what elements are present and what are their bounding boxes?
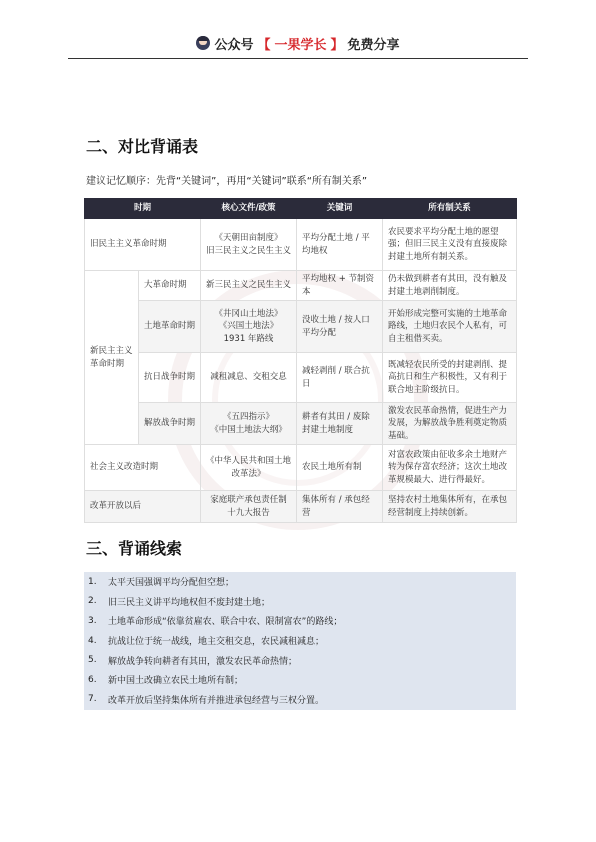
list-item: 6. 新中国土改确立农民土地所有制； (88, 674, 244, 687)
keyword-cell: 集体所有 / 承包经营 (297, 491, 383, 523)
relation-cell: 仍未做到耕者有其田，没有触及封建土地剥削制度。 (383, 271, 517, 301)
recitation-clues-box (84, 572, 516, 710)
table-row (85, 271, 517, 301)
relation-cell: 激发农民革命热情，促进生产力发展，为解放战争胜利奠定物质基础。 (383, 403, 517, 445)
list-item: 5. 解放战争转向耕者有其田，激发农民革命热情； (88, 655, 298, 667)
sub-period-cell: 抗日战争时期 (139, 353, 201, 403)
period-cell: 改革开放以后 (85, 491, 201, 523)
relation-cell: 既减轻农民所受的封建剥削、提高抗日和生产积极性，又有利于联合地主阶级抗日。 (383, 353, 517, 403)
keyword-cell: 耕者有其田 / 废除封建土地制度 (297, 403, 383, 445)
header-docs: 核心文件/政策 (201, 199, 297, 219)
list-item: 4. 抗战让位于统一战线，地主交租交息，农民减租减息； (88, 635, 325, 648)
period-cell: 旧民主主义革命时期 (85, 219, 201, 271)
table-row (85, 403, 517, 445)
sub-period-cell: 土地革命时期 (139, 301, 201, 353)
docs-cell: 《五四指示》 《中国土地法大纲》 (201, 403, 297, 445)
sub-period-cell: 大革命时期 (139, 271, 201, 301)
table-row (85, 353, 517, 403)
relation-cell: 对富农政策由征收多余土地财产转为保存富农经济；这次土地改革规模最大、进行得最好。 (383, 445, 517, 491)
recitation-clues-list (84, 572, 516, 709)
docs-cell: 《天朝田亩制度》 旧三民主义之民生主义 (201, 219, 297, 271)
relation-cell: 开始形成完整可实施的土地革命路线，土地归农民个人私有，可自主租借买卖。 (383, 301, 517, 353)
header-keyword: 关键词 (297, 199, 383, 219)
keyword-cell: 农民土地所有制 (297, 445, 383, 491)
header-relation: 所有制关系 (383, 199, 517, 219)
header-period: 时期 (85, 199, 201, 219)
page-header (0, 30, 596, 56)
list-item: 3. 土地革命形成“依靠贫雇农、联合中农、限制富农”的路线； (88, 615, 343, 628)
table-row (85, 301, 517, 353)
relation-cell: 坚持农村土地集体所有，在承包经营制度上持续创新。 (383, 491, 517, 523)
relation-cell: 农民要求平均分配土地的愿望强；但旧三民主义没有直接废除封建土地所有制关系。 (383, 219, 517, 271)
docs-cell: 《井冈山土地法》 《兴国土地法》 1931 年路线 (201, 301, 297, 353)
docs-cell: 《中华人民共和国土地改革法》 (201, 445, 297, 491)
table-row (85, 491, 517, 523)
table-row (85, 445, 517, 491)
period-cell: 社会主义改造时期 (85, 445, 201, 491)
header-prefix: 公众号 (214, 37, 254, 53)
section3-title: 三、背诵线索 (86, 539, 183, 558)
group-cell: 新民主主义革命时期 (85, 271, 139, 445)
comparison-table (84, 198, 517, 523)
section2-title: 二、对比背诵表 (86, 137, 199, 156)
sub-period-cell: 解放战争时期 (139, 403, 201, 445)
table-row (85, 219, 517, 271)
keyword-cell: 平均分配土地 / 平均地权 (297, 219, 383, 271)
list-item: 7. 改革开放后坚持集体所有并推进承包经营与三权分置。 (88, 694, 325, 706)
keyword-cell: 减轻剥削 / 联合抗日 (297, 353, 383, 403)
table-header-row (85, 199, 517, 219)
keyword-cell: 平均地权 + 节制资本 (297, 271, 383, 301)
header-brand: 一果学长 (274, 37, 327, 53)
avatar-icon (196, 36, 210, 50)
keyword-cell: 没收土地 / 按人口平均分配 (297, 301, 383, 353)
header-bracket-open: 【 (257, 37, 271, 53)
list-item: 2. 旧三民主义讲平均地权但不废封建土地； (88, 596, 271, 608)
docs-cell: 新三民主义之民生主义 (201, 271, 297, 301)
header-divider (68, 58, 528, 59)
header-suffix: 免费分享 (347, 37, 400, 53)
docs-cell: 减租减息、交租交息 (201, 353, 297, 403)
section2-intro: 建议记忆顺序：先背“关键词”，再用“关键词”联系“所有制关系” (86, 176, 368, 187)
docs-cell: 家庭联产承包责任制 十九大报告 (201, 491, 297, 523)
header-bracket-close: 】 (330, 37, 344, 53)
list-item: 1. 太平天国强调平均分配但空想； (88, 576, 235, 589)
